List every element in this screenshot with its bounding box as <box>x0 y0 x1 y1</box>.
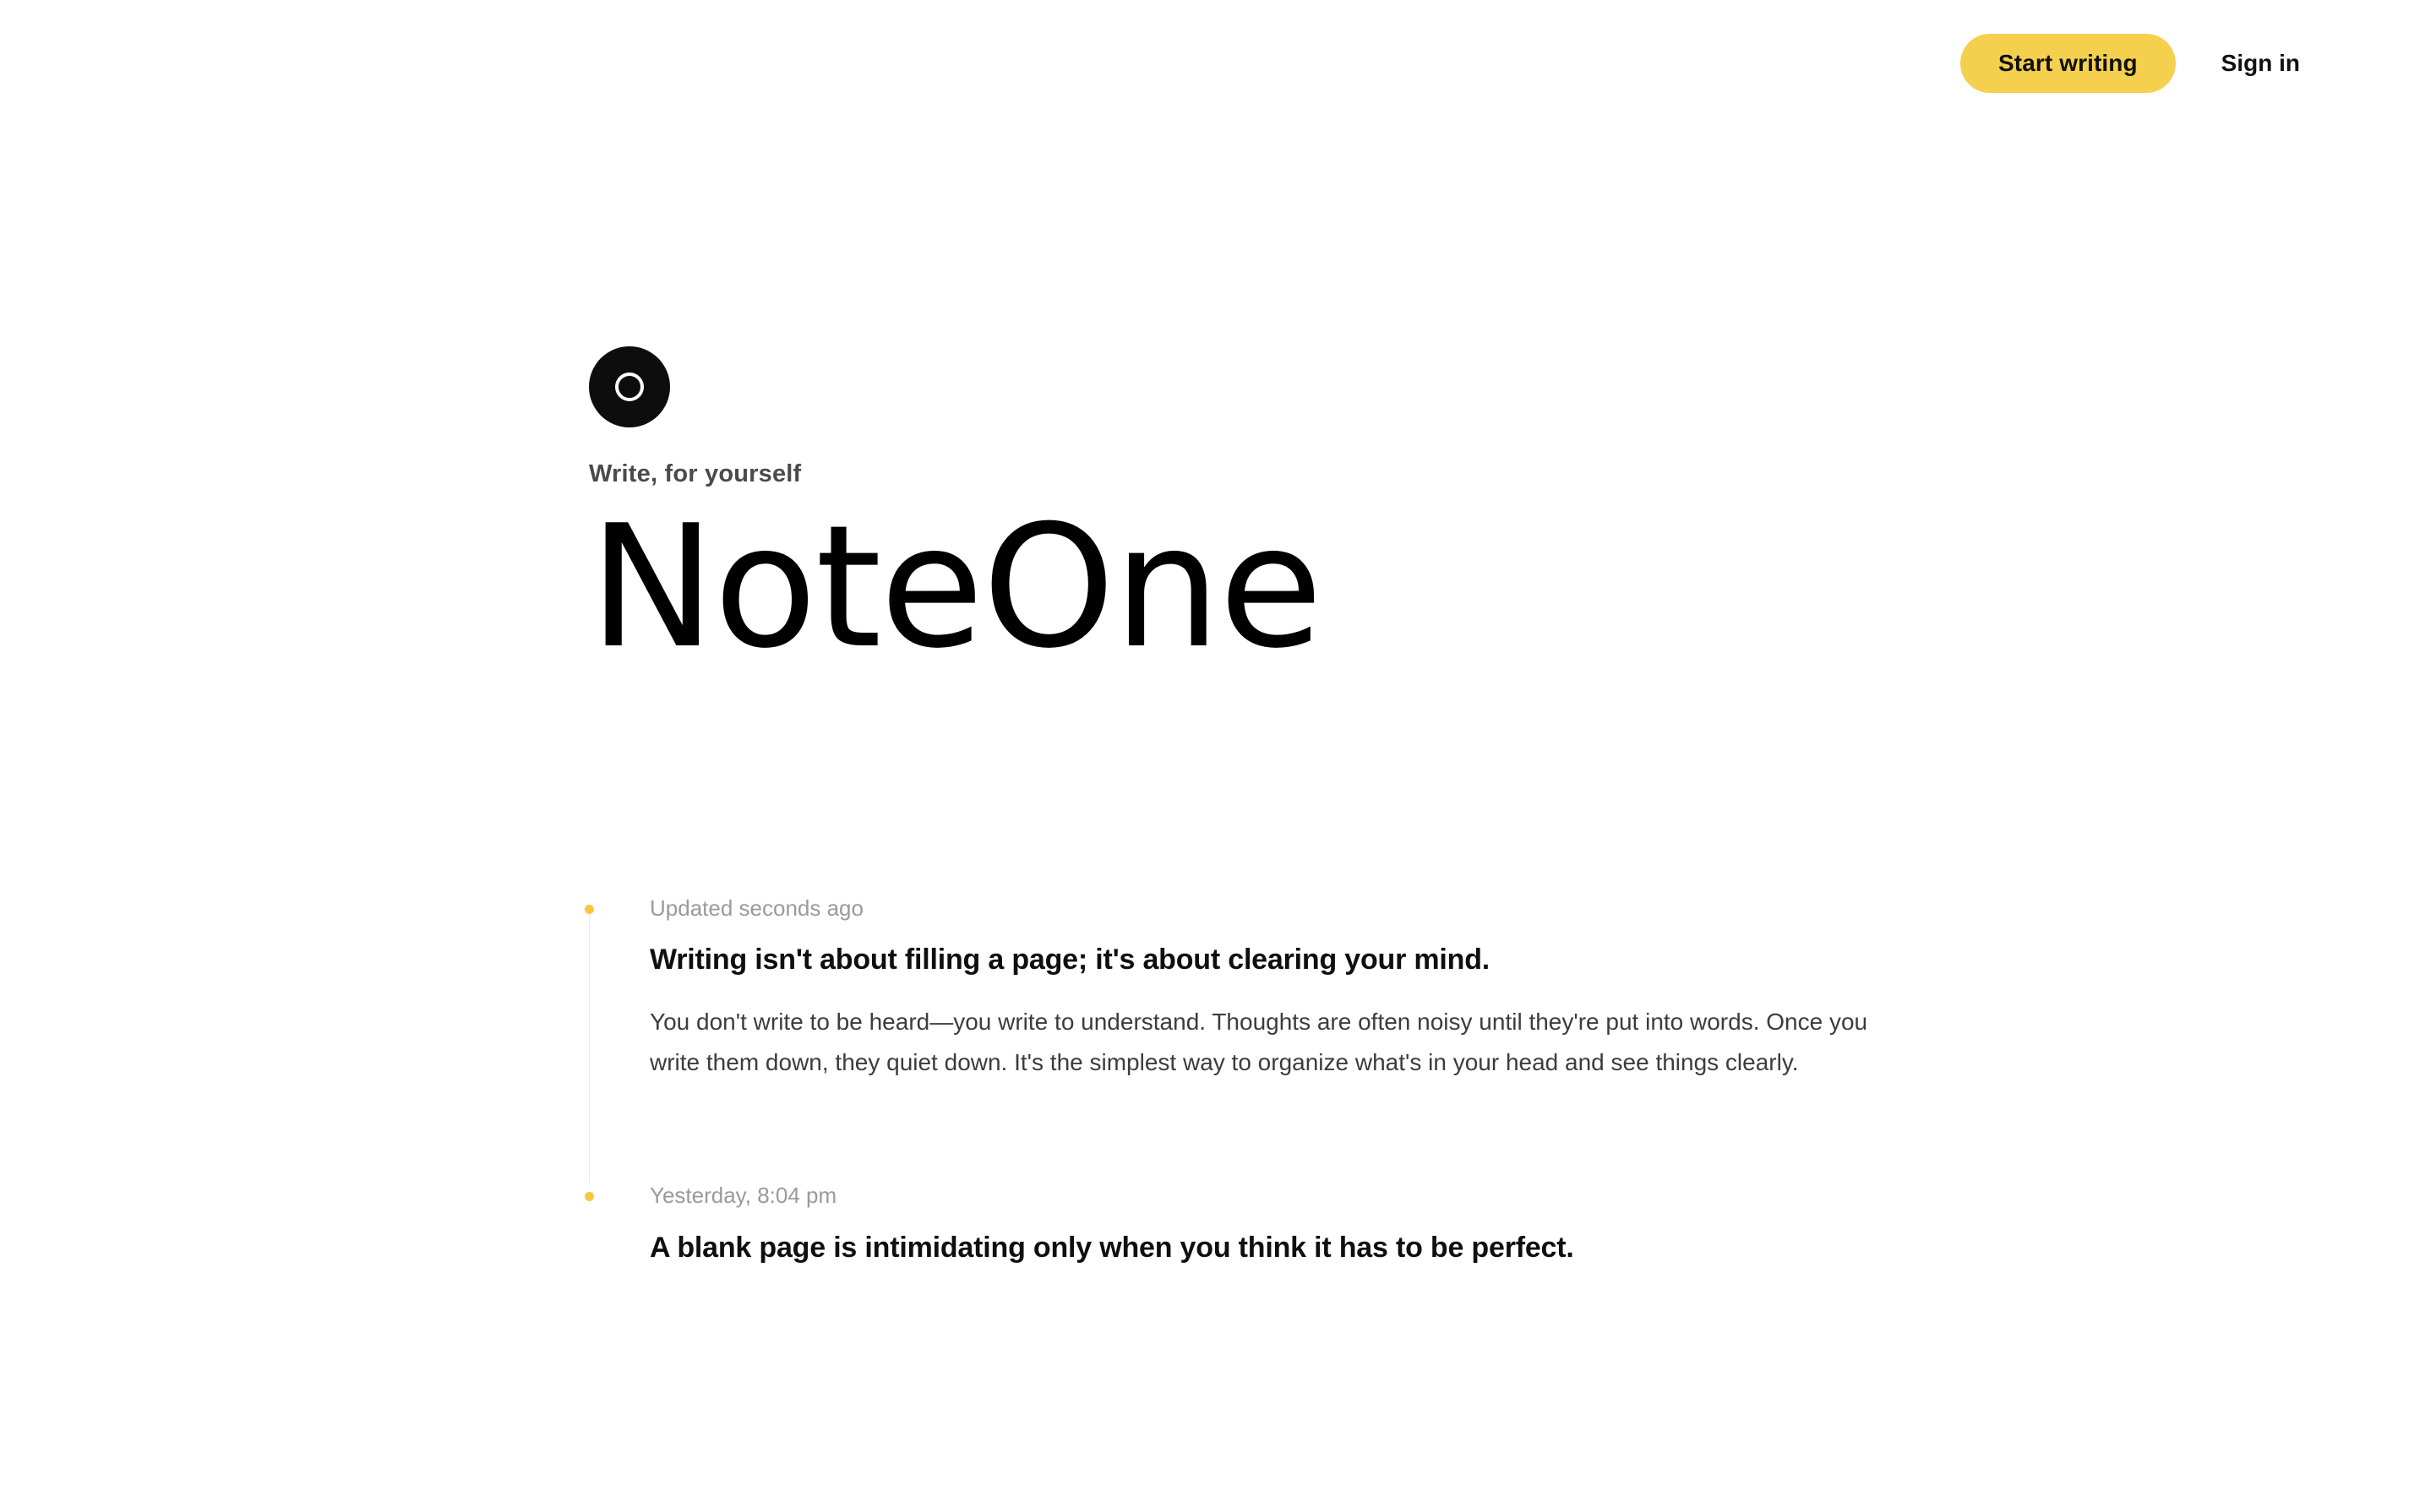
entry-title: A blank page is intimidating only when you think it has to be perfect. <box>650 1231 1574 1264</box>
timeline-dot-icon <box>585 905 594 914</box>
entry-body: You don't write to be heard—you write to understand. Thoughts are often noisy until they're put into words. Once you write them down, they quiet down. It's the simplest way to organize what's in your head and see things clearly. <box>650 1009 1868 1076</box>
timeline-rail <box>589 911 590 1183</box>
top-navigation-bar <box>0 0 2425 127</box>
entry-title: Writing isn't about filling a page; it's about clearing your mind. <box>650 944 1490 976</box>
sign-in-button[interactable]: Sign in <box>2198 34 2324 93</box>
noteone-logo-icon <box>589 346 670 427</box>
hero-section <box>589 346 1941 686</box>
list-item[interactable] <box>589 895 1941 1183</box>
logo-ring-shape <box>615 373 644 401</box>
entry-timestamp: Updated seconds ago <box>650 895 864 921</box>
list-item[interactable] <box>589 1183 1941 1367</box>
entry-timestamp: Yesterday, 8:04 pm <box>650 1183 837 1209</box>
entries-feed <box>589 895 1941 1367</box>
timeline-dot-icon <box>585 1192 594 1201</box>
start-writing-button[interactable]: Start writing <box>1960 34 2176 93</box>
page-title: NoteOne <box>589 489 1321 686</box>
hero-tagline: Write, for yourself <box>589 460 802 487</box>
